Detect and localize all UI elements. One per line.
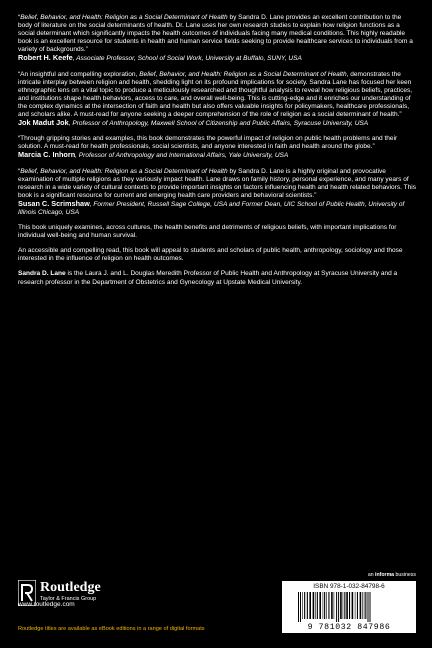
- informa-prefix: an: [367, 572, 376, 578]
- review-attribution: [18, 54, 416, 63]
- reviews-section: [18, 14, 416, 217]
- review-quote: [18, 168, 416, 200]
- barcode-bar: [300, 592, 301, 622]
- reviewer-name: Susan C. Scrimshaw: [18, 198, 90, 208]
- barcode-bar: [364, 592, 365, 619]
- reviewer-name: Jok Madut Jok: [18, 118, 69, 128]
- barcode-panel: [282, 581, 416, 633]
- barcode-bar: [338, 592, 339, 622]
- barcode-bar: [315, 592, 316, 619]
- barcode-bar: [357, 592, 358, 619]
- barcode-bar: [304, 592, 305, 619]
- quote-text: by Sandra D. Lane is a highly original and provocative examination of multiple religions as they variously impact health. Lane draws on family history, personal experience, and many years of research in a wide variety of cultural contexts to provide important insights on factors influencing health and health related behaviors. This book is a significant resource for current and emerging health care providers and behavioral scientists.”: [18, 167, 417, 199]
- barcode-bar: [302, 592, 303, 619]
- barcode-bar: [336, 592, 337, 622]
- review-quote: [18, 14, 416, 54]
- barcode-bar: [331, 592, 333, 619]
- barcode-bar: [362, 592, 363, 619]
- barcode-bar: [349, 592, 350, 619]
- barcode-bar: [370, 592, 371, 622]
- blurb-paragraph-2: An accessible and compelling read, this book will appeal to students and scholars of public health, anthropology, sociology and those interested in the influence of religion on health outcomes.: [18, 247, 403, 263]
- barcode-bar: [313, 592, 315, 619]
- review-attribution: [18, 200, 416, 217]
- author-bio-text: is the Laura J. and L. Douglas Meredith Professor of Public Health and Anthropology at Syracuse University and a research professor in the Department of Obstetrics and Gynecology at Upstate Medical University.: [18, 270, 398, 286]
- quote-text: by Sandra D. Lane provides an excellent contribution to the body of literature on the social determinants of health. Dr. Lane uses her own research studies to explain how religion functions as a social determinant which significantly impacts the health outcomes of individuals facing many medical conditions. This highly readable book is an excellent resource for students in health and human service fields seeking to provide healthcare services to individuals from a variety of backgrounds.”: [18, 14, 413, 54]
- barcode-bar: [340, 592, 342, 619]
- barcode-bar: [344, 592, 345, 619]
- barcode-bar: [317, 592, 318, 619]
- author-bio: [18, 270, 416, 286]
- book-title-italic: Belief, Behavior, and Health: Religion as a Social Determinant of Health: [139, 70, 347, 78]
- publisher-logo: [18, 580, 158, 616]
- barcode-bar: [324, 592, 325, 619]
- reviewer-name: Robert H. Keefe: [18, 53, 73, 63]
- barcode-bar: [368, 592, 369, 622]
- isbn-text: ISBN 978-1-032-84798-6: [313, 583, 385, 590]
- reviewer-affiliation: , Professor of Anthropology and International Affairs, Yale University, USA: [75, 152, 289, 160]
- quote-text: , demonstrates the intricate interplay between religion and health, shedding light on its profound implications for society. Sandra Lane has focused her keen ethnographic lens on a vital topic to produce a meticulously researched and thoughtful analysis to reveal how religious beliefs, practices, and institutions shape health behaviors, access to care, and overall well-being. This is cutting-edge and it enriches our understanding of the complex dynamics at the intersection of faith and health but also offers valuable insights for policymakers, healthcare professionals, and scholars alike. A must-read for anyone seeking a deeper comprehension of the role of religion as a social determinant of health.”: [18, 70, 413, 119]
- barcode-bar: [360, 592, 362, 619]
- barcode-number: 9 781032 847986: [307, 623, 391, 632]
- barcode-bar: [326, 592, 327, 619]
- publisher-name: Routledge: [40, 580, 101, 595]
- quote-text: “An insightful and compelling exploration,: [18, 70, 140, 78]
- barcode-bars: [296, 592, 406, 622]
- review-attribution: [18, 119, 416, 128]
- barcode-bar: [355, 592, 356, 619]
- review-gap: [18, 161, 416, 168]
- barcode-bar: [365, 592, 366, 619]
- book-title-italic: Belief, Behavior, and Health: Religion as a Social Determinant of Health: [20, 167, 228, 175]
- review-attribution: [18, 151, 416, 160]
- barcode-bar: [319, 592, 321, 619]
- barcode-bar: [346, 592, 348, 619]
- blurb-paragraph-1: This book uniquely examines, across cultures, the health benefits and detriments of religious beliefs, with important implications for individual well-being and human survival.: [18, 224, 397, 240]
- quote-text: “: [18, 167, 21, 175]
- barcode-bar: [309, 592, 311, 619]
- review-quote: [18, 71, 416, 120]
- informa-brand: informa: [375, 572, 395, 578]
- barcode-bar: [298, 592, 299, 622]
- barcode-bar: [328, 592, 329, 619]
- back-cover-text: [18, 14, 416, 294]
- reviewer-name: Marcia C. Inhorn: [18, 150, 76, 160]
- barcode-bar: [307, 592, 308, 619]
- cover-footer: [0, 570, 432, 648]
- book-title-italic: Belief, Behavior, and Health: Religion as a Social Determinant of Health: [20, 14, 228, 21]
- review-gap: [18, 64, 416, 71]
- reviewer-affiliation: , Former President, Russell Sage College, USA and Former Dean, UIC School of Public Health, University of Illinois Chicago, USA: [18, 200, 405, 216]
- quote-text: “: [18, 14, 21, 21]
- reviewer-affiliation: , Associate Professor, School of Social Work, University at Buffalo, SUNY, USA: [72, 55, 302, 63]
- reviewer-affiliation: , Professor of Anthropology, Maxwell School of Citizenship and Public Affairs, Syracuse University, USA: [68, 120, 369, 128]
- quote-text: “Through gripping stories and examples, this book demonstrates the powerful impact of religion on public health problems and their solution. A must-read for health professionals, social scientists, and anyone interested in faith and health around the globe.”: [18, 135, 398, 151]
- informa-suffix: business: [394, 572, 416, 578]
- publisher-group: Taylor & Francis Group: [40, 596, 97, 602]
- barcode-bar: [343, 592, 344, 619]
- informa-business-line: [368, 572, 416, 579]
- barcode-bar: [352, 592, 354, 619]
- ebook-note: Routledge titles are available as eBook editions in a range of digital formats: [18, 626, 205, 632]
- review-gap: [18, 128, 416, 135]
- author-name: Sandra D. Lane: [18, 270, 66, 278]
- review-quote: [18, 135, 416, 151]
- publisher-url[interactable]: www.routledge.com: [18, 601, 75, 608]
- barcode-bar: [334, 592, 335, 619]
- barcode-bar: [323, 592, 324, 619]
